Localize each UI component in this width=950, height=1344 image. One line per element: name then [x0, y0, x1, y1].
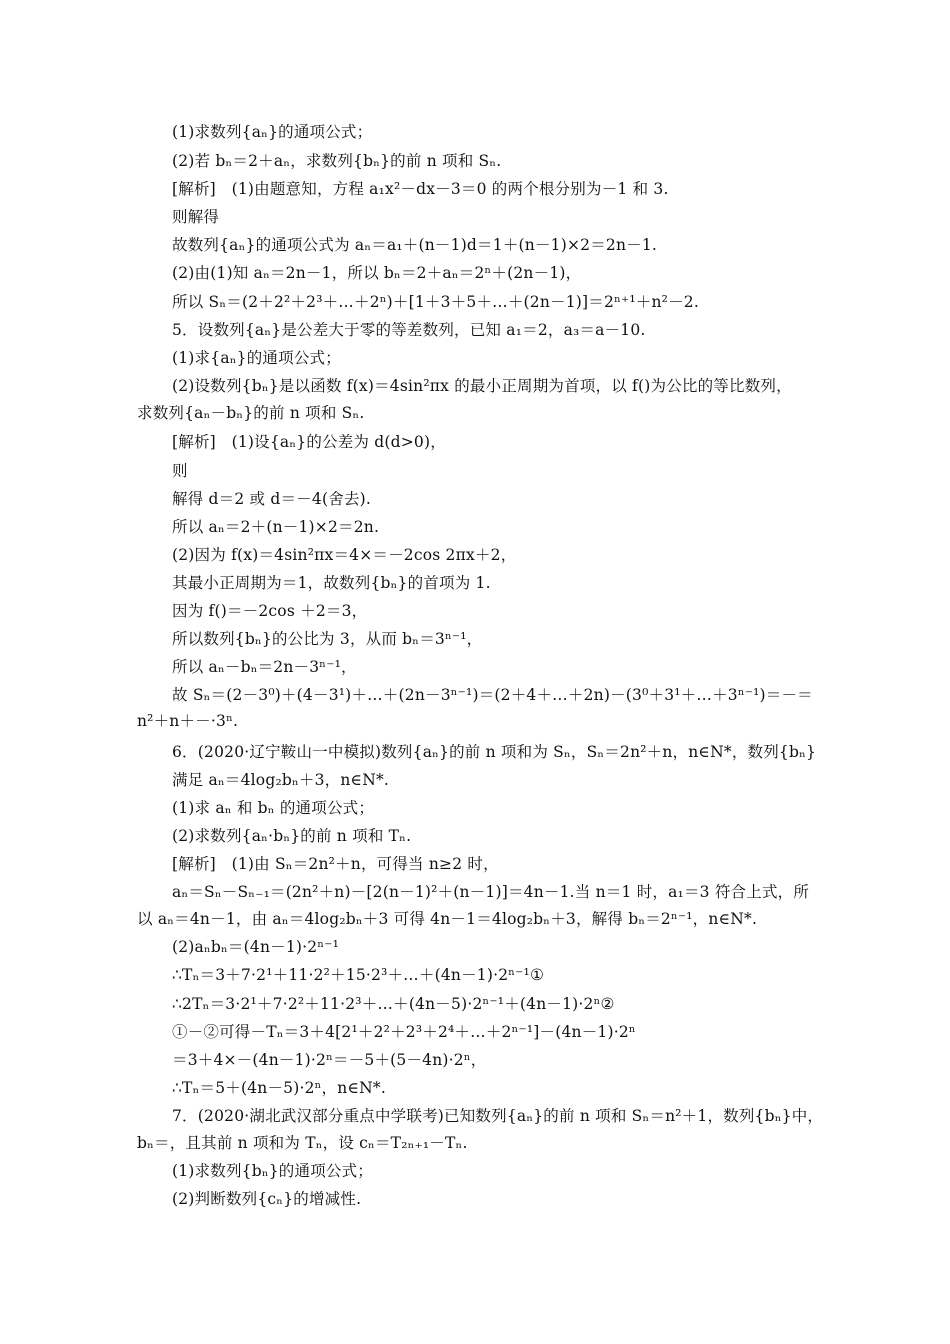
text-line: aₙ＝Sₙ－Sₙ₋₁＝(2n²＋n)－[2(n－1)²＋(n－1)]＝4n－1.当 n＝1 时，a₁＝3 符合上式，所 — [172, 883, 810, 901]
text-line: [解析] (1)由 Sₙ＝2n²＋n，可得当 n≥2 时， — [172, 855, 499, 873]
text-line: (2)判断数列{cₙ}的增减性. — [172, 1190, 362, 1208]
text-line: 所以数列{bₙ}的公比为 3，从而 bₙ＝3ⁿ⁻¹， — [172, 630, 483, 648]
text-line: n²＋n＋－·3ⁿ. — [137, 712, 239, 730]
text-line: 所以 aₙ＝2＋(n－1)×2＝2n. — [172, 518, 380, 536]
text-line: [解析] (1)由题意知，方程 a₁x²－dx－3＝0 的两个根分别为－1 和 3. — [172, 180, 669, 198]
text-line: 则 — [172, 462, 188, 480]
text-line: 因为 f()＝－2cos ＋2＝3， — [172, 602, 368, 620]
text-line: 则解得 — [172, 208, 220, 226]
text-line: bₙ＝，且其前 n 项和为 Tₙ，设 cₙ＝T₂ₙ₊₁－Tₙ. — [137, 1134, 468, 1152]
text-line: (1)求数列{bₙ}的通项公式； — [172, 1162, 374, 1180]
text-line: (2)由(1)知 aₙ＝2n－1，所以 bₙ＝2＋aₙ＝2ⁿ＋(2n－1)， — [172, 264, 582, 282]
text-line: ∴2Tₙ＝3·2¹＋7·2²＋11·2³＋…＋(4n－5)·2ⁿ⁻¹＋(4n－1)·2ⁿ② — [172, 995, 615, 1013]
problem-5-statement: 5．设数列{aₙ}是公差大于零的等差数列，已知 a₁＝2，a₃＝a－10. — [172, 321, 646, 339]
text-line: (1)求 aₙ 和 bₙ 的通项公式； — [172, 799, 375, 817]
text-line: (2)因为 f(x)＝4sin²πx＝4×＝－2cos 2πx＋2， — [172, 546, 517, 564]
text-line: 解得 d＝2 或 d＝－4(舍去). — [172, 490, 371, 508]
text-line: (2)aₙbₙ＝(4n－1)·2ⁿ⁻¹ — [172, 938, 340, 956]
text-line: 满足 aₙ＝4log₂bₙ＋3，n∈N*. — [172, 771, 390, 789]
text-line: 求数列{aₙ－bₙ}的前 n 项和 Sₙ. — [137, 404, 365, 422]
text-line: (2)求数列{aₙ·bₙ}的前 n 项和 Tₙ. — [172, 827, 412, 845]
text-line: 故 Sₙ＝(2－3⁰)＋(4－3¹)＋…＋(2n－3ⁿ⁻¹)＝(2＋4＋…＋2n)－(3⁰＋3¹＋…＋3ⁿ⁻¹)＝－＝ — [172, 686, 813, 704]
problem-7-statement: 7．(2020·湖北武汉部分重点中学联考)已知数列{aₙ}的前 n 项和 Sₙ＝n²＋1，数列{bₙ}中， — [172, 1107, 824, 1125]
text-line: 以 aₙ＝4n－1，由 aₙ＝4log₂bₙ＋3 可得 4n－1＝4log₂bₙ＋3，解得 bₙ＝2ⁿ⁻¹，n∈N*. — [137, 910, 758, 928]
text-line: ∴Tₙ＝5＋(4n－5)·2ⁿ，n∈N*. — [172, 1079, 386, 1097]
text-line: ∴Tₙ＝3＋7·2¹＋11·2²＋15·2³＋…＋(4n－1)·2ⁿ⁻¹① — [172, 966, 545, 984]
text-line: 其最小正周期为＝1，故数列{bₙ}的首项为 1. — [172, 574, 491, 592]
problem-6-statement: 6．(2020·辽宁鞍山一中模拟)数列{aₙ}的前 n 项和为 Sₙ，Sₙ＝2n²＋n，n∈N*，数列{bₙ} — [172, 743, 817, 761]
text-line: 所以 Sₙ＝(2＋2²＋2³＋…＋2ⁿ)＋[1＋3＋5＋…＋(2n－1)]＝2ⁿ⁺¹＋n²－2. — [172, 293, 699, 311]
text-line: (1)求数列{aₙ}的通项公式； — [172, 123, 373, 141]
text-line: (2)设数列{bₙ}是以函数 f(x)＝4sin²πx 的最小正周期为首项，以 f()为公比的等比数列， — [172, 377, 792, 395]
text-line: ＝3＋4×－(4n－1)·2ⁿ＝－5＋(5－4n)·2ⁿ， — [172, 1051, 487, 1069]
text-line: 故数列{aₙ}的通项公式为 aₙ＝a₁＋(n－1)d＝1＋(n－1)×2＝2n－1. — [172, 236, 658, 254]
text-line: ①－②可得－Tₙ＝3＋4[2¹＋2²＋2³＋2⁴＋…＋2ⁿ⁻¹]－(4n－1)·2ⁿ — [172, 1023, 636, 1041]
text-line: (2)若 bₙ＝2＋aₙ，求数列{bₙ}的前 n 项和 Sₙ. — [172, 152, 502, 170]
text-line: 所以 aₙ－bₙ＝2n－3ⁿ⁻¹， — [172, 658, 357, 676]
text-line: (1)求{aₙ}的通项公式； — [172, 349, 341, 367]
text-line: [解析] (1)设{aₙ}的公差为 d(d>0)， — [172, 433, 446, 451]
